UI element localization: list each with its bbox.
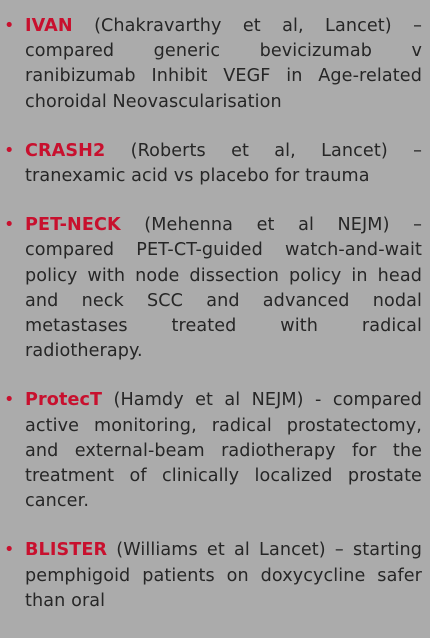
trial-description: (Chakravarthy et al, Lancet) – compared generic bevicizumab v ranibizumab Inhibit VEGF in Age-related choroidal Neovascularisation <box>25 16 422 112</box>
bullet-icon: • <box>4 16 15 36</box>
list-item-crash2 <box>0 139 430 189</box>
trial-name: IVAN <box>25 16 73 36</box>
bullet-icon: • <box>4 215 15 236</box>
trial-name: ProtecT <box>25 390 103 411</box>
trial-description: (Williams et al Lancet) – starting pemphigoid patients on doxycycline safer than oral <box>25 540 422 611</box>
list-item-blister <box>0 538 430 614</box>
bullet-icon: • <box>4 540 15 561</box>
trial-list <box>0 14 430 638</box>
trial-description: (Hamdy et al NEJM) - compared active monitoring, radical prostatectomy, and external-beam radiotherapy for the treatment of clinically localized prostate cancer. <box>25 390 422 512</box>
trial-description: (Roberts et al, Lancet) – tranexamic acid vs placebo for trauma <box>25 140 422 187</box>
bullet-icon: • <box>4 140 15 161</box>
trial-name: BLISTER <box>25 540 108 561</box>
trial-name: PET-NECK <box>25 215 121 236</box>
trial-name: CRASH2 <box>25 140 106 161</box>
trial-description: (Mehenna et al NEJM) – compared PET-CT-guided watch-and-wait policy with node dissection policy in head and neck SCC and advanced nodal metastases treated with radical radiotherapy. <box>25 215 422 362</box>
bullet-icon: • <box>4 390 15 411</box>
list-item-pet-neck <box>0 213 430 364</box>
list-item-ivan <box>0 14 430 115</box>
list-item-protect <box>0 388 430 514</box>
